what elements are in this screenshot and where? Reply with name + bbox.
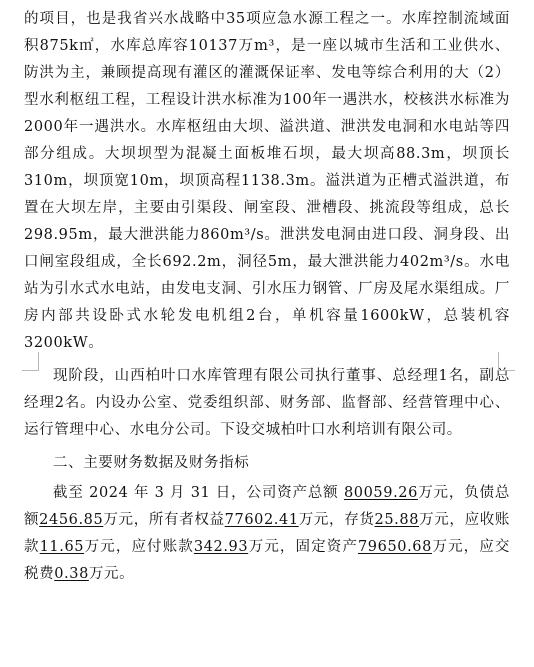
total-assets-value: 80059.26 xyxy=(343,485,418,501)
section-heading: 二、主要财务数据及财务指标 xyxy=(53,455,250,471)
financial-text: 万元，应付账款 xyxy=(84,539,194,555)
financial-text: 万元，应交税费 xyxy=(24,539,510,582)
inventory-value: 25.88 xyxy=(374,512,420,528)
financial-text: 万元，应收账款 xyxy=(24,512,510,555)
company-structure-paragraph: 现阶段，山西柏叶口水库管理有限公司执行董事、总经理1名，副总经理2名。内设办公室、党委组织部、财务部、监督部、经营管理中心、运行管理中心、水电分公司。下设交城柏叶口水利培训有限公司。 xyxy=(24,368,510,438)
financial-text: 截至 2024 年 3 月 31 日，公司资产总额 xyxy=(53,485,344,501)
financial-text: 万元，存货 xyxy=(298,512,375,528)
financial-text: 万元。 xyxy=(88,566,135,582)
total-liabilities-value: 2456.85 xyxy=(39,512,104,528)
fixed-assets-value: 79650.68 xyxy=(357,539,432,555)
reservoir-description-paragraph: 的项目，也是我省兴水战略中35项应急水源工程之一。水库控制流域面积875k㎡，水库总库容10137万m³，是一座以城市生活和工业供水、防洪为主，兼顾提高现有灌区的灌溉保证率、发电等综合利用的大（2）型水利枢纽工程，工程设计洪水标准为100年一遇洪水，校核洪水标准为2000年一遇洪水。水库枢纽由大坝、溢洪道、泄洪发电洞和水电站等四部分组成。大坝坝型为混凝土面板堆石坝，最大坝高88.3m，坝顶长310m，坝顶宽10m，坝顶高程1138.3m。溢洪道为正槽式溢洪道，布置在大坝左岸，主要由引渠段、闸室段、泄槽段、挑流段等组成，总长298.95m，最大泄洪能力860m³/s。泄洪发电洞由进口段、洞身段、出口闸室段组成，全长692.2m，洞径5m，最大泄洪能力402m³/s。水电站为引水式水电站，由发电支洞、引水压力钢管、厂房及尾水渠组成。厂房内部共设卧式水轮发电机组2台，单机容量1600kW，总装机容 3200kW。 xyxy=(24,11,510,351)
margin-corner-mark-left xyxy=(22,352,39,371)
accounts-receivable-value: 11.65 xyxy=(39,539,85,555)
financial-text: 万元，固定资产 xyxy=(248,539,358,555)
margin-corner-mark-right xyxy=(498,352,515,371)
taxes-payable-value: 0.38 xyxy=(54,566,89,582)
financial-text: 万元，负债总额 xyxy=(24,485,510,528)
financial-data-paragraph xyxy=(24,480,510,588)
financial-text: 万元，所有者权益 xyxy=(103,512,225,528)
accounts-payable-value: 342.93 xyxy=(193,539,249,555)
owners-equity-value: 77602.41 xyxy=(224,512,299,528)
